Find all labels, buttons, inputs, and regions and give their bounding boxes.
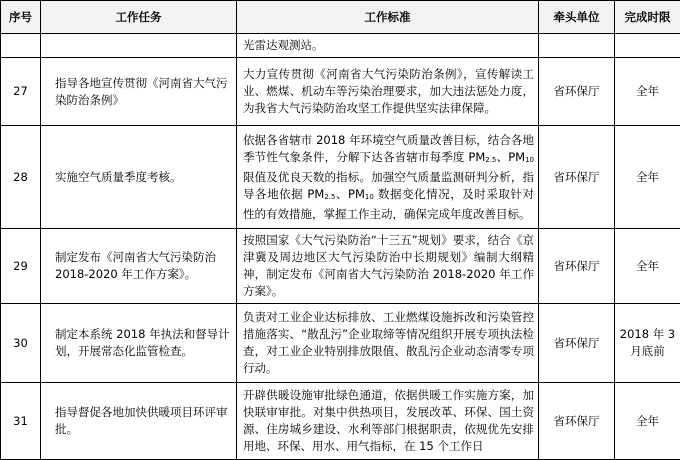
row-task: 实施空气质量季度考核。 [41,126,237,229]
row-standard: 开辟供暖设施审批绿色通道，依据供暖工作实施方案，加快联审审批。对集中供热项目，发展改革、环保、国土资源、住房城乡建设、水利等部门根据职责，依规优先安排用地、环保、用水、用气指标，在 15 个工作日 [237,383,539,460]
table-row [1,34,680,58]
header-lead-unit: 牵头单位 [539,1,615,34]
row-task: 制定发布《河南省大气污染防治 2018-2020 年工作方案》。 [41,229,237,304]
row-no: 30 [1,304,41,383]
row-standard: 依据各省辖市 2018 年环境空气质量改善目标，结合各地季节性气象条件，分解下达各省辖市每季度 PM2.5、PM10 限值及优良天数的指标。加强空气质量监测研判分析，指导各地依据 PM2.5、PM10 数据变化情况，及时采取针对性的有效措施，掌握工作主动，确保完成年度改善目标。 [237,126,539,229]
row-deadline: 2018 年 3 月底前 [615,304,680,383]
header-standard: 工作标准 [237,1,539,34]
row-no: 27 [1,58,41,126]
header-row [1,1,680,34]
row-no: 31 [1,383,41,460]
row-lead-unit: 省环保厅 [539,383,615,460]
row-standard: 按照国家《大气污染防治“十三五”规划》要求，结合《京津冀及周边地区大气污染防治中长期规划》编制大纲精神，制定发布《河南省大气污染防治 2018-2020 年工作方案》。 [237,229,539,304]
row-no: 29 [1,229,41,304]
row-deadline: 全年 [615,126,680,229]
row-deadline [615,34,680,58]
row-task: 指导各地宣传贯彻《河南省大气污染防治条例》 [41,58,237,126]
row-standard: 光雷达观测站。 [237,34,539,58]
row-standard: 大力宣传贯彻《河南省大气污染防治条例》，宣传解读工业、燃煤、机动车等污染治理要求，加大违法惩处力度，为我省大气污染防治攻坚工作提供坚实法律保障。 [237,58,539,126]
header-deadline: 完成时限 [615,1,680,34]
row-task: 制定本系统 2018 年执法和督导计划，开展常态化监管检查。 [41,304,237,383]
row-deadline: 全年 [615,58,680,126]
row-no [1,34,41,58]
row-task: 指导督促各地加快供暖项目环评审批。 [41,383,237,460]
table-row [1,383,680,460]
table-row [1,126,680,229]
row-lead-unit: 省环保厅 [539,58,615,126]
row-lead-unit: 省环保厅 [539,229,615,304]
row-lead-unit: 省环保厅 [539,304,615,383]
row-standard: 负责对工业企业达标排放、工业燃煤设施拆改和污染管控措施落实、“散乱污”企业取缔等情况组织开展专项执法检查，对工业企业特别排放限值、散乱污企业动态清零专项行动。 [237,304,539,383]
table-row [1,229,680,304]
row-lead-unit [539,34,615,58]
row-task [41,34,237,58]
header-task: 工作任务 [41,1,237,34]
row-deadline: 全年 [615,229,680,304]
row-lead-unit: 省环保厅 [539,126,615,229]
table-row [1,58,680,126]
row-deadline: 全年 [615,383,680,460]
table-row [1,304,680,383]
header-no: 序号 [1,1,41,34]
row-no: 28 [1,126,41,229]
